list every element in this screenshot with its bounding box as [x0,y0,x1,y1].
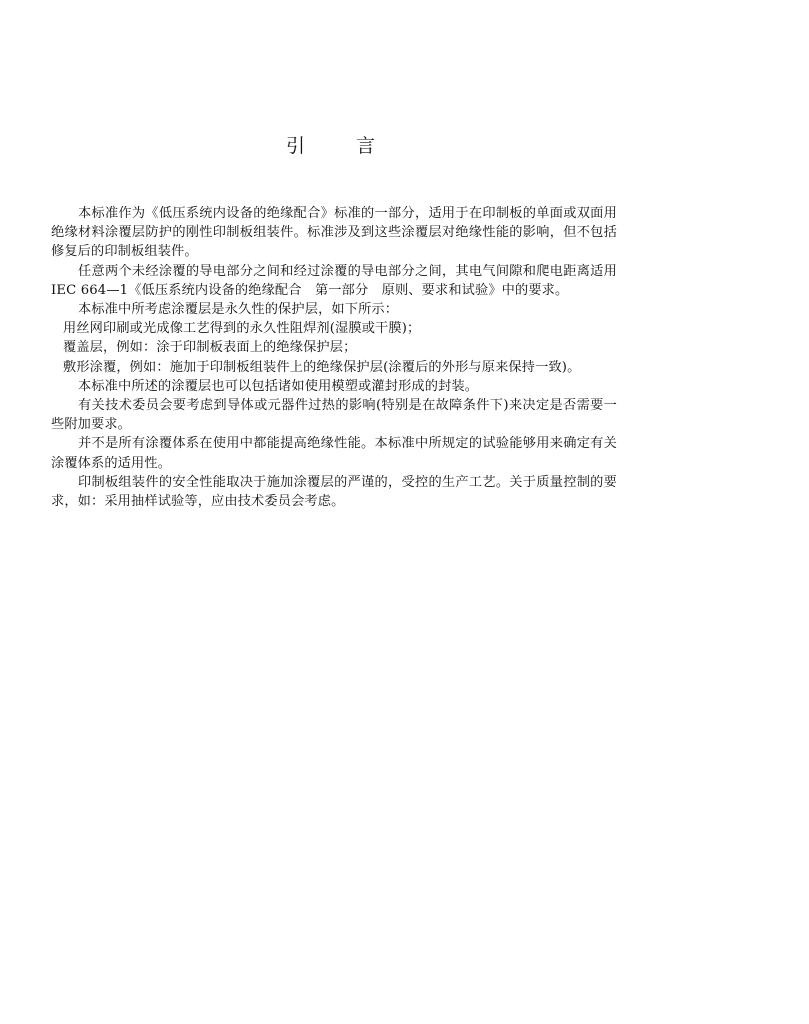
paragraph-encapsulation: 本标准中所述的涂覆层也可以包括诸如使用模塑或灌封形成的封装。 [78,378,479,394]
list-item-cover-layer: 覆盖层，例如：涂于印制板表面上的绝缘保护层； [63,340,357,356]
paragraph-clearance: 任意两个未经涂覆的导电部分之间和经过涂覆的导电部分之间，其电气间隙和爬电距离适用 IEC 664—1《低压系统内设备的绝缘配合 第一部分 原则、要求和试验》中的要求。 [51,263,617,298]
title-char-2: 言 [356,135,376,157]
paragraph-scope: 本标准作为《低压系统内设备的绝缘配合》标准的一部分，适用于在印制板的单面或双面用绝缘材料涂覆层防护的刚性印制板组装件。标准涉及到这些涂覆层对绝缘性能的影响，但不包括修复后的印制板组装件。 [51,206,617,260]
list-item-solder-resist: 用丝网印刷或光成像工艺得到的永久性阻焊剂(湿膜或干膜)； [63,321,421,337]
paragraph-quality-control: 印制板组装件的安全性能取决于施加涂覆层的严谨的，受控的生产工艺。关于质量控制的要求，如：采用抽样试验等，应由技术委员会考虑。 [51,474,617,510]
document-body [51,204,617,511]
list-item-conformal-coating: 敷形涂覆，例如：施加于印制板组装件上的绝缘保护层(涂覆后的外形与原来保持一致)。 [63,359,581,375]
title-char-1: 引 [286,135,306,157]
page-title [0,131,809,161]
paragraph-coating-intro: 本标准中所考虑涂覆层是永久性的保护层，如下所示： [78,302,399,318]
paragraph-overheating: 有关技术委员会要考虑到导体或元器件过热的影响(特别是在故障条件下)来决定是否需要一些附加要求。 [51,398,617,433]
paragraph-suitability: 并不是所有涂覆体系在使用中都能提高绝缘性能。本标准中所规定的试验能够用来确定有关涂覆体系的适用性。 [51,436,617,471]
